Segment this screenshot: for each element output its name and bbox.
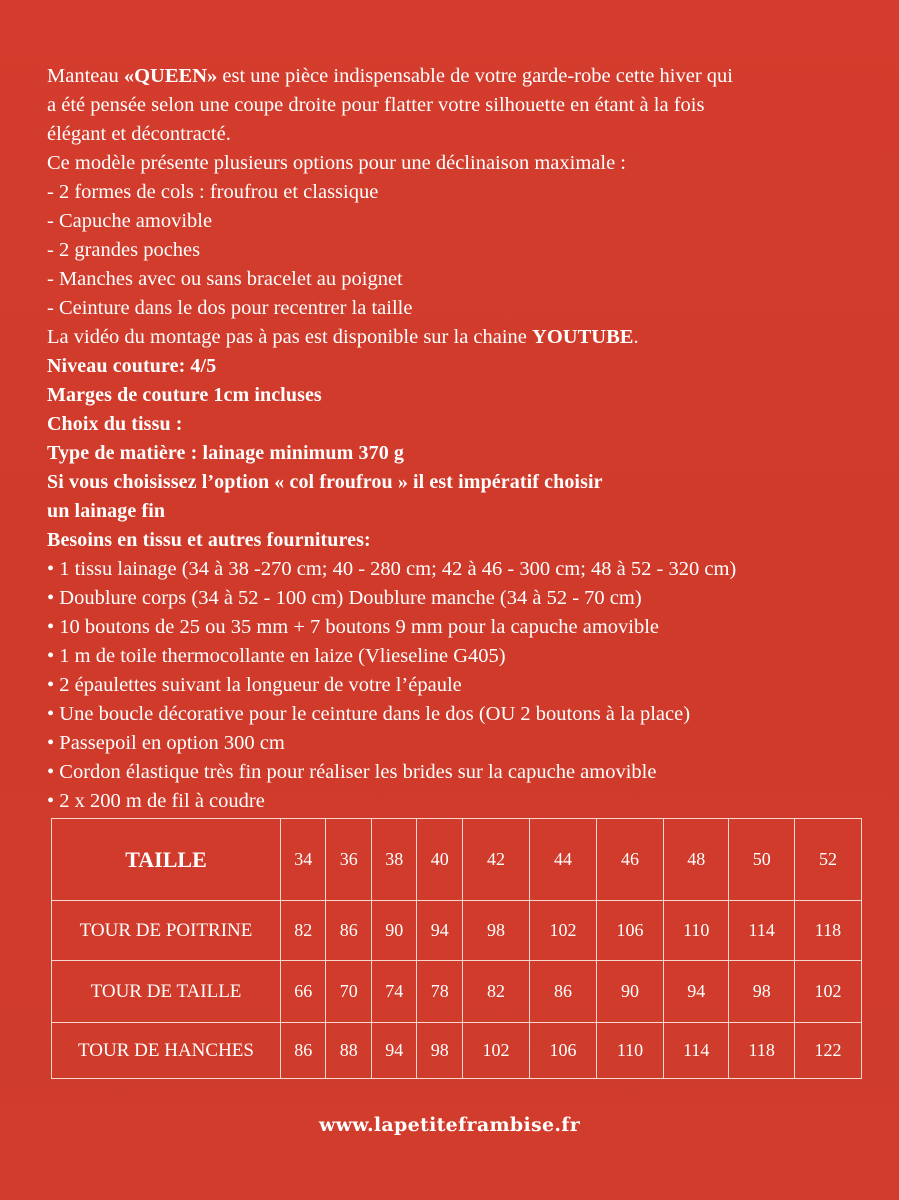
intro-line-3: élégant et décontracté. xyxy=(47,123,231,145)
measurement-cell: 86 xyxy=(326,901,371,961)
video-suffix: . xyxy=(633,326,639,348)
measurement-cell: 98 xyxy=(417,1023,462,1079)
supply-item: • Cordon élastique très fin pour réaliser les brides sur la capuche amovible xyxy=(47,761,657,783)
measurement-cell: 86 xyxy=(529,961,596,1023)
size-header-cell: 46 xyxy=(597,819,664,901)
size-header-cell: 36 xyxy=(326,819,371,901)
hips-row xyxy=(52,1023,862,1079)
measurement-cell: 82 xyxy=(462,961,529,1023)
measurement-cell: 86 xyxy=(281,1023,326,1079)
measurement-cell: 118 xyxy=(794,901,861,961)
measurement-cell: 82 xyxy=(281,901,326,961)
size-header-cell: 52 xyxy=(794,819,861,901)
measurement-cell: 94 xyxy=(664,961,729,1023)
material-type: Type de matière : lainage minimum 370 g xyxy=(47,442,405,464)
measurement-cell: 90 xyxy=(597,961,664,1023)
size-header-cell: 48 xyxy=(664,819,729,901)
size-header-cell: 44 xyxy=(529,819,596,901)
model-name: «QUEEN» xyxy=(123,65,218,87)
froufrou-note-1: Si vous choisissez l’option « col froufrou » il est impératif choisir xyxy=(47,471,603,493)
fabric-choice-heading: Choix du tissu : xyxy=(47,413,183,435)
supply-item: • 1 tissu lainage (34 à 38 -270 cm; 40 - 280 cm; 42 à 46 - 300 cm; 48 à 52 - 320 cm) xyxy=(47,558,737,580)
measurement-cell: 106 xyxy=(597,901,664,961)
measurement-cell: 102 xyxy=(794,961,861,1023)
measurement-cell: 98 xyxy=(729,961,794,1023)
seam-allowance: Marges de couture 1cm incluses xyxy=(47,384,322,406)
video-prefix: La vidéo du montage pas à pas est disponible sur la chaine xyxy=(47,326,533,348)
measurement-cell: 94 xyxy=(417,901,462,961)
supply-item: • 2 épaulettes suivant la longueur de votre l’épaule xyxy=(47,674,462,696)
option-item: - Manches avec ou sans bracelet au poignet xyxy=(47,268,403,290)
intro-prefix: Manteau xyxy=(47,65,124,87)
measurement-cell: 114 xyxy=(729,901,794,961)
supply-item: • Doublure corps (34 à 52 - 100 cm) Doublure manche (34 à 52 - 70 cm) xyxy=(47,587,642,609)
chest-row xyxy=(52,901,862,961)
measurement-cell: 78 xyxy=(417,961,462,1023)
supply-item: • 10 boutons de 25 ou 35 mm + 7 boutons 9 mm pour la capuche amovible xyxy=(47,616,660,638)
size-header-cell: 42 xyxy=(462,819,529,901)
intro-suffix: est une pièce indispensable de votre garde-robe cette hiver qui xyxy=(217,65,733,87)
description-text xyxy=(47,62,867,816)
youtube-label: YOUTUBE xyxy=(532,326,634,348)
measurement-cell: 118 xyxy=(729,1023,794,1079)
row-label: TOUR DE POITRINE xyxy=(52,901,281,961)
intro-line-2: a été pensée selon une coupe droite pour flatter votre silhouette en étant à la fois xyxy=(47,94,705,116)
supply-item: • Passepoil en option 300 cm xyxy=(47,732,285,754)
supply-item: • 2 x 200 m de fil à coudre xyxy=(47,790,265,812)
measurement-cell: 94 xyxy=(371,1023,416,1079)
sewing-level: Niveau couture: 4/5 xyxy=(47,355,217,377)
size-header-cell: 34 xyxy=(281,819,326,901)
measurement-cell: 66 xyxy=(281,961,326,1023)
measurement-cell: 102 xyxy=(529,901,596,961)
supplies-heading: Besoins en tissu et autres fournitures: xyxy=(47,529,371,551)
measurement-cell: 110 xyxy=(664,901,729,961)
website-url: www.lapetiteframbise.fr xyxy=(318,1114,581,1136)
measurement-cell: 88 xyxy=(326,1023,371,1079)
option-item: - Capuche amovible xyxy=(47,210,213,232)
size-chart-table xyxy=(51,818,862,1079)
size-header-cell: 38 xyxy=(371,819,416,901)
size-header-row xyxy=(52,819,862,901)
measurement-cell: 102 xyxy=(462,1023,529,1079)
size-header-cell: 50 xyxy=(729,819,794,901)
row-label: TOUR DE HANCHES xyxy=(52,1023,281,1079)
option-item: - 2 formes de cols : froufrou et classique xyxy=(47,181,379,203)
waist-row xyxy=(52,961,862,1023)
measurement-cell: 98 xyxy=(462,901,529,961)
measurement-cell: 106 xyxy=(529,1023,596,1079)
measurement-cell: 114 xyxy=(664,1023,729,1079)
measurement-cell: 110 xyxy=(597,1023,664,1079)
option-item: - 2 grandes poches xyxy=(47,239,201,261)
size-header-cell: 40 xyxy=(417,819,462,901)
supply-item: • Une boucle décorative pour le ceinture dans le dos (OU 2 boutons à la place) xyxy=(47,703,691,725)
video-line xyxy=(47,323,867,352)
measurement-cell: 70 xyxy=(326,961,371,1023)
measurement-cell: 122 xyxy=(794,1023,861,1079)
supply-item: • 1 m de toile thermocollante en laize (Vlieseline G405) xyxy=(47,645,506,667)
measurement-cell: 90 xyxy=(371,901,416,961)
intro-line-4: Ce modèle présente plusieurs options pour une déclinaison maximale : xyxy=(47,152,626,174)
size-header-label: TAILLE xyxy=(52,819,281,901)
option-item: - Ceinture dans le dos pour recentrer la taille xyxy=(47,297,413,319)
intro-line-1 xyxy=(47,62,867,91)
row-label: TOUR DE TAILLE xyxy=(52,961,281,1023)
froufrou-note-2: un lainage fin xyxy=(47,500,166,522)
measurement-cell: 74 xyxy=(371,961,416,1023)
